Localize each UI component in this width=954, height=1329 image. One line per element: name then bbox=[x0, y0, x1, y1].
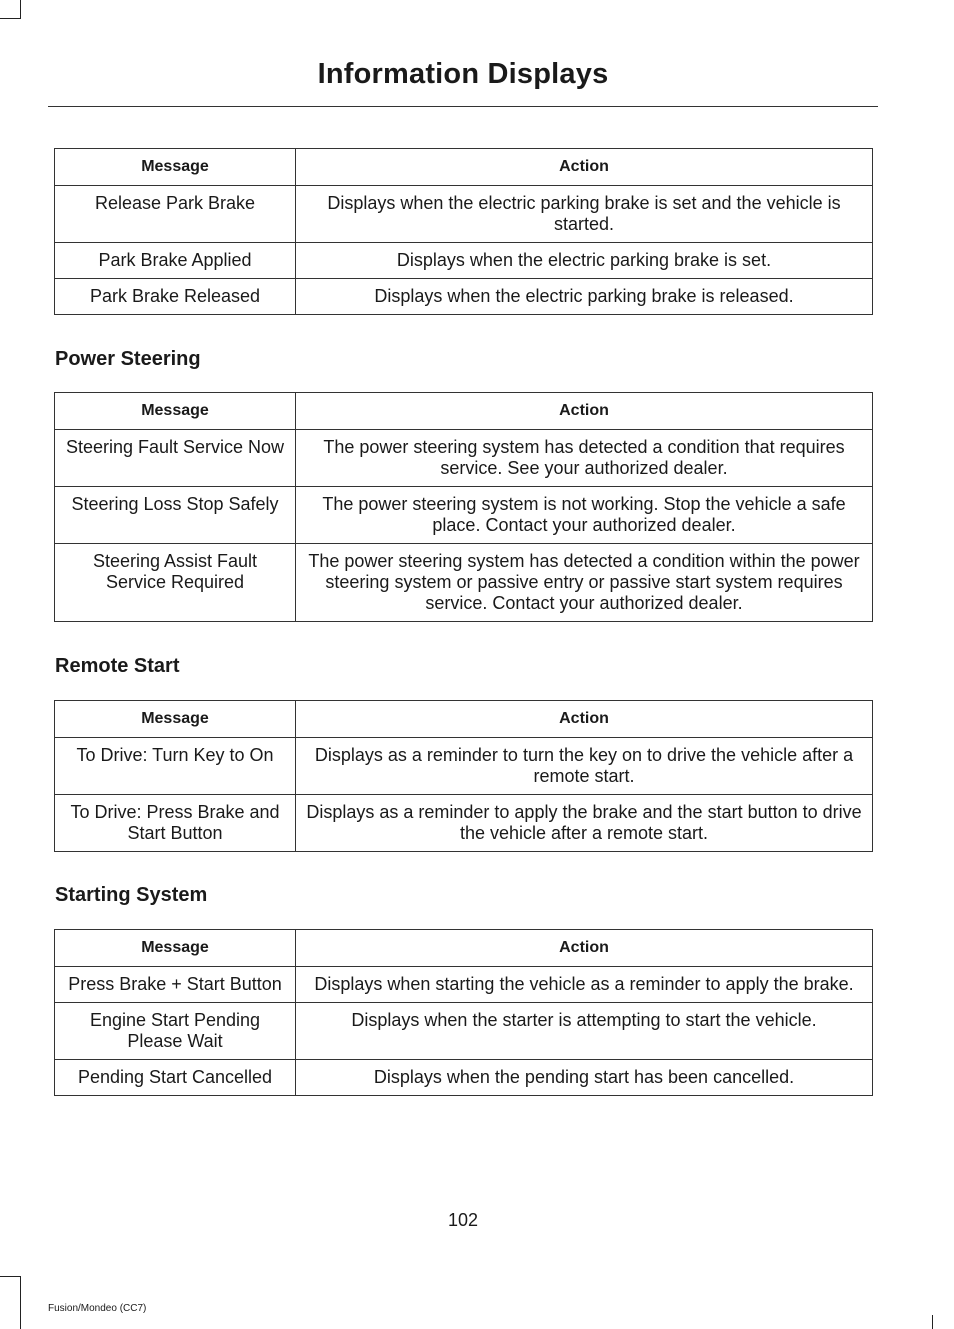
section-heading-remote-start: Remote Start bbox=[55, 655, 180, 677]
message-cell: To Drive: Turn Key to On bbox=[55, 738, 296, 795]
column-header-action: Action bbox=[296, 701, 873, 738]
action-cell: The power steering system has detected a condition that requires service. See your authorized dealer. bbox=[296, 430, 873, 487]
crop-mark bbox=[20, 0, 21, 18]
power-steering-table bbox=[54, 392, 873, 622]
message-cell: Park Brake Applied bbox=[55, 243, 296, 279]
table-header-row bbox=[55, 930, 873, 967]
footer-model-label: Fusion/Mondeo (CC7) bbox=[48, 1303, 147, 1314]
message-cell: Engine Start Pending Please Wait bbox=[55, 1003, 296, 1060]
table-row bbox=[55, 967, 873, 1003]
action-cell: Displays when starting the vehicle as a reminder to apply the brake. bbox=[296, 967, 873, 1003]
starting-system-table bbox=[54, 929, 873, 1096]
action-cell: The power steering system is not working. Stop the vehicle a safe place. Contact your authorized dealer. bbox=[296, 487, 873, 544]
table-row bbox=[55, 738, 873, 795]
table-row bbox=[55, 795, 873, 852]
table-row bbox=[55, 430, 873, 487]
section-heading-power-steering: Power Steering bbox=[55, 348, 201, 370]
action-cell: The power steering system has detected a condition within the power steering system or passive entry or passive start system requires service. Contact your authorized dealer. bbox=[296, 544, 873, 622]
action-cell: Displays when the starter is attempting to start the vehicle. bbox=[296, 1003, 873, 1060]
column-header-message: Message bbox=[55, 930, 296, 967]
column-header-action: Action bbox=[296, 393, 873, 430]
column-header-message: Message bbox=[55, 393, 296, 430]
message-cell: Steering Assist Fault Service Required bbox=[55, 544, 296, 622]
message-cell: Park Brake Released bbox=[55, 279, 296, 315]
column-header-message: Message bbox=[55, 701, 296, 738]
table-header-row bbox=[55, 149, 873, 186]
park-brake-table bbox=[54, 148, 873, 315]
crop-mark bbox=[20, 1276, 21, 1329]
action-cell: Displays when the pending start has been cancelled. bbox=[296, 1060, 873, 1096]
table-row bbox=[55, 544, 873, 622]
table-row bbox=[55, 487, 873, 544]
action-cell: Displays as a reminder to turn the key on to drive the vehicle after a remote start. bbox=[296, 738, 873, 795]
remote-start-table bbox=[54, 700, 873, 852]
column-header-action: Action bbox=[296, 930, 873, 967]
table-row bbox=[55, 279, 873, 315]
action-cell: Displays when the electric parking brake is released. bbox=[296, 279, 873, 315]
page-number: 102 bbox=[447, 1210, 479, 1230]
section-heading-starting-system: Starting System bbox=[55, 884, 208, 906]
column-header-message: Message bbox=[55, 149, 296, 186]
table-row bbox=[55, 1003, 873, 1060]
table-header-row bbox=[55, 701, 873, 738]
message-cell: Release Park Brake bbox=[55, 186, 296, 243]
message-cell: Pending Start Cancelled bbox=[55, 1060, 296, 1096]
table-row bbox=[55, 243, 873, 279]
action-cell: Displays as a reminder to apply the brake and the start button to drive the vehicle after a remote start. bbox=[296, 795, 873, 852]
crop-mark bbox=[932, 1315, 933, 1329]
crop-mark bbox=[0, 1276, 21, 1277]
column-header-action: Action bbox=[296, 149, 873, 186]
table-row bbox=[55, 186, 873, 243]
message-cell: Steering Loss Stop Safely bbox=[55, 487, 296, 544]
message-cell: Press Brake + Start Button bbox=[55, 967, 296, 1003]
message-cell: To Drive: Press Brake and Start Button bbox=[55, 795, 296, 852]
title-divider bbox=[48, 106, 878, 107]
message-cell: Steering Fault Service Now bbox=[55, 430, 296, 487]
page-title: Information Displays bbox=[317, 58, 609, 90]
action-cell: Displays when the electric parking brake is set and the vehicle is started. bbox=[296, 186, 873, 243]
crop-mark bbox=[0, 18, 21, 19]
table-header-row bbox=[55, 393, 873, 430]
table-row bbox=[55, 1060, 873, 1096]
action-cell: Displays when the electric parking brake is set. bbox=[296, 243, 873, 279]
